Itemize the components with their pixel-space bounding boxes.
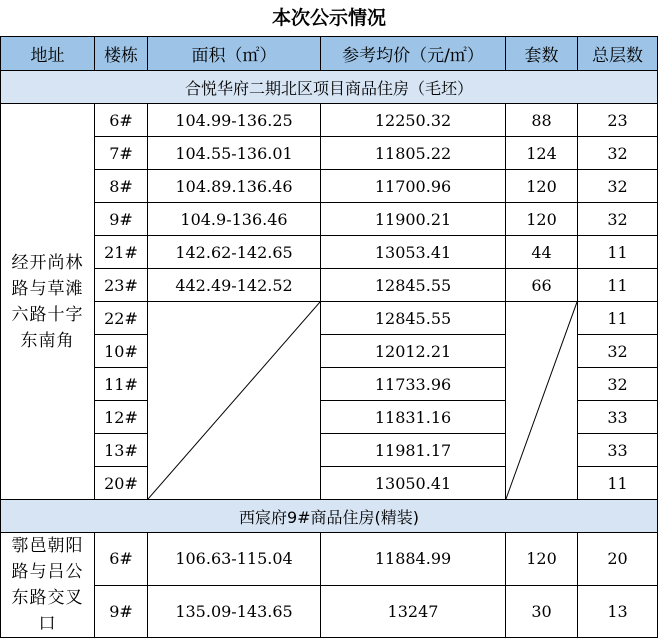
floors-cell: 32 <box>578 203 658 236</box>
units-cell: 44 <box>506 236 578 269</box>
area-blank-cell <box>148 302 321 500</box>
price-cell: 11900.21 <box>321 203 506 236</box>
units-cell: 66 <box>506 269 578 302</box>
building-cell: 9# <box>95 203 148 236</box>
header-row <box>1 37 658 71</box>
table-row <box>1 269 658 302</box>
address-cell: 经开尚林路与草滩六路十字东南角 <box>1 104 95 500</box>
building-cell: 6# <box>95 104 148 137</box>
page-title: 本次公示情况 <box>271 7 386 29</box>
building-cell: 11# <box>95 368 148 401</box>
header-building: 楼栋 <box>95 37 148 71</box>
price-cell: 12250.32 <box>321 104 506 137</box>
floors-cell: 33 <box>578 434 658 467</box>
price-cell: 11733.96 <box>321 368 506 401</box>
floors-cell: 20 <box>578 533 658 586</box>
units-cell: 30 <box>506 585 578 638</box>
table-row <box>1 170 658 203</box>
header-area: 面积（㎡） <box>148 37 321 71</box>
building-cell: 21# <box>95 236 148 269</box>
section-row <box>1 71 658 104</box>
floors-cell: 11 <box>578 302 658 335</box>
units-cell: 120 <box>506 170 578 203</box>
floors-cell: 32 <box>578 170 658 203</box>
building-cell: 7# <box>95 137 148 170</box>
table-row <box>1 104 658 137</box>
header-units: 套数 <box>506 37 578 71</box>
building-cell: 8# <box>95 170 148 203</box>
area-cell: 142.62-142.65 <box>148 236 321 269</box>
building-cell: 13# <box>95 434 148 467</box>
units-cell: 124 <box>506 137 578 170</box>
floors-cell: 32 <box>578 137 658 170</box>
building-cell: 12# <box>95 401 148 434</box>
header-price: 参考均价（元/㎡） <box>321 37 506 71</box>
floors-cell: 11 <box>578 467 658 500</box>
floors-cell: 11 <box>578 236 658 269</box>
price-cell: 11884.99 <box>321 533 506 586</box>
section-title: 合悦华府二期北区项目商品住房（毛坯） <box>1 71 658 104</box>
section-row <box>1 500 658 533</box>
building-cell: 10# <box>95 335 148 368</box>
building-cell: 22# <box>95 302 148 335</box>
price-cell: 13050.41 <box>321 467 506 500</box>
price-cell: 13053.41 <box>321 236 506 269</box>
floors-cell: 32 <box>578 368 658 401</box>
diagonal-slash <box>506 302 577 499</box>
table-row <box>1 302 658 335</box>
building-cell: 6# <box>95 533 148 586</box>
table-row <box>1 137 658 170</box>
units-blank-cell <box>506 302 578 500</box>
area-cell: 104.99-136.25 <box>148 104 321 137</box>
area-cell: 104.55-136.01 <box>148 137 321 170</box>
area-cell: 104.89.136.46 <box>148 170 321 203</box>
price-cell: 12012.21 <box>321 335 506 368</box>
floors-cell: 33 <box>578 401 658 434</box>
price-cell: 12845.55 <box>321 302 506 335</box>
units-cell: 120 <box>506 203 578 236</box>
floors-cell: 11 <box>578 269 658 302</box>
price-cell: 11700.96 <box>321 170 506 203</box>
diagonal-slash <box>148 302 320 499</box>
section-title: 西宸府9#商品住房(精装) <box>1 500 658 533</box>
floors-cell: 23 <box>578 104 658 137</box>
header-floors: 总层数 <box>578 37 658 71</box>
address-cell: 鄠邑朝阳路与吕公东路交叉口 <box>1 533 95 638</box>
price-cell: 11981.17 <box>321 434 506 467</box>
table-row <box>1 585 658 638</box>
price-cell: 12845.55 <box>321 269 506 302</box>
price-cell: 11805.22 <box>321 137 506 170</box>
table-row <box>1 533 658 586</box>
price-cell: 11831.16 <box>321 401 506 434</box>
units-cell: 88 <box>506 104 578 137</box>
units-cell: 120 <box>506 533 578 586</box>
area-cell: 442.49-142.52 <box>148 269 321 302</box>
table-row <box>1 203 658 236</box>
area-cell: 135.09-143.65 <box>148 585 321 638</box>
floors-cell: 13 <box>578 585 658 638</box>
building-cell: 9# <box>95 585 148 638</box>
table-row <box>1 236 658 269</box>
area-cell: 106.63-115.04 <box>148 533 321 586</box>
building-cell: 20# <box>95 467 148 500</box>
floors-cell: 32 <box>578 335 658 368</box>
building-cell: 23# <box>95 269 148 302</box>
header-address: 地址 <box>1 37 95 71</box>
price-cell: 13247 <box>321 585 506 638</box>
area-cell: 104.9-136.46 <box>148 203 321 236</box>
disclosure-table <box>0 36 658 638</box>
